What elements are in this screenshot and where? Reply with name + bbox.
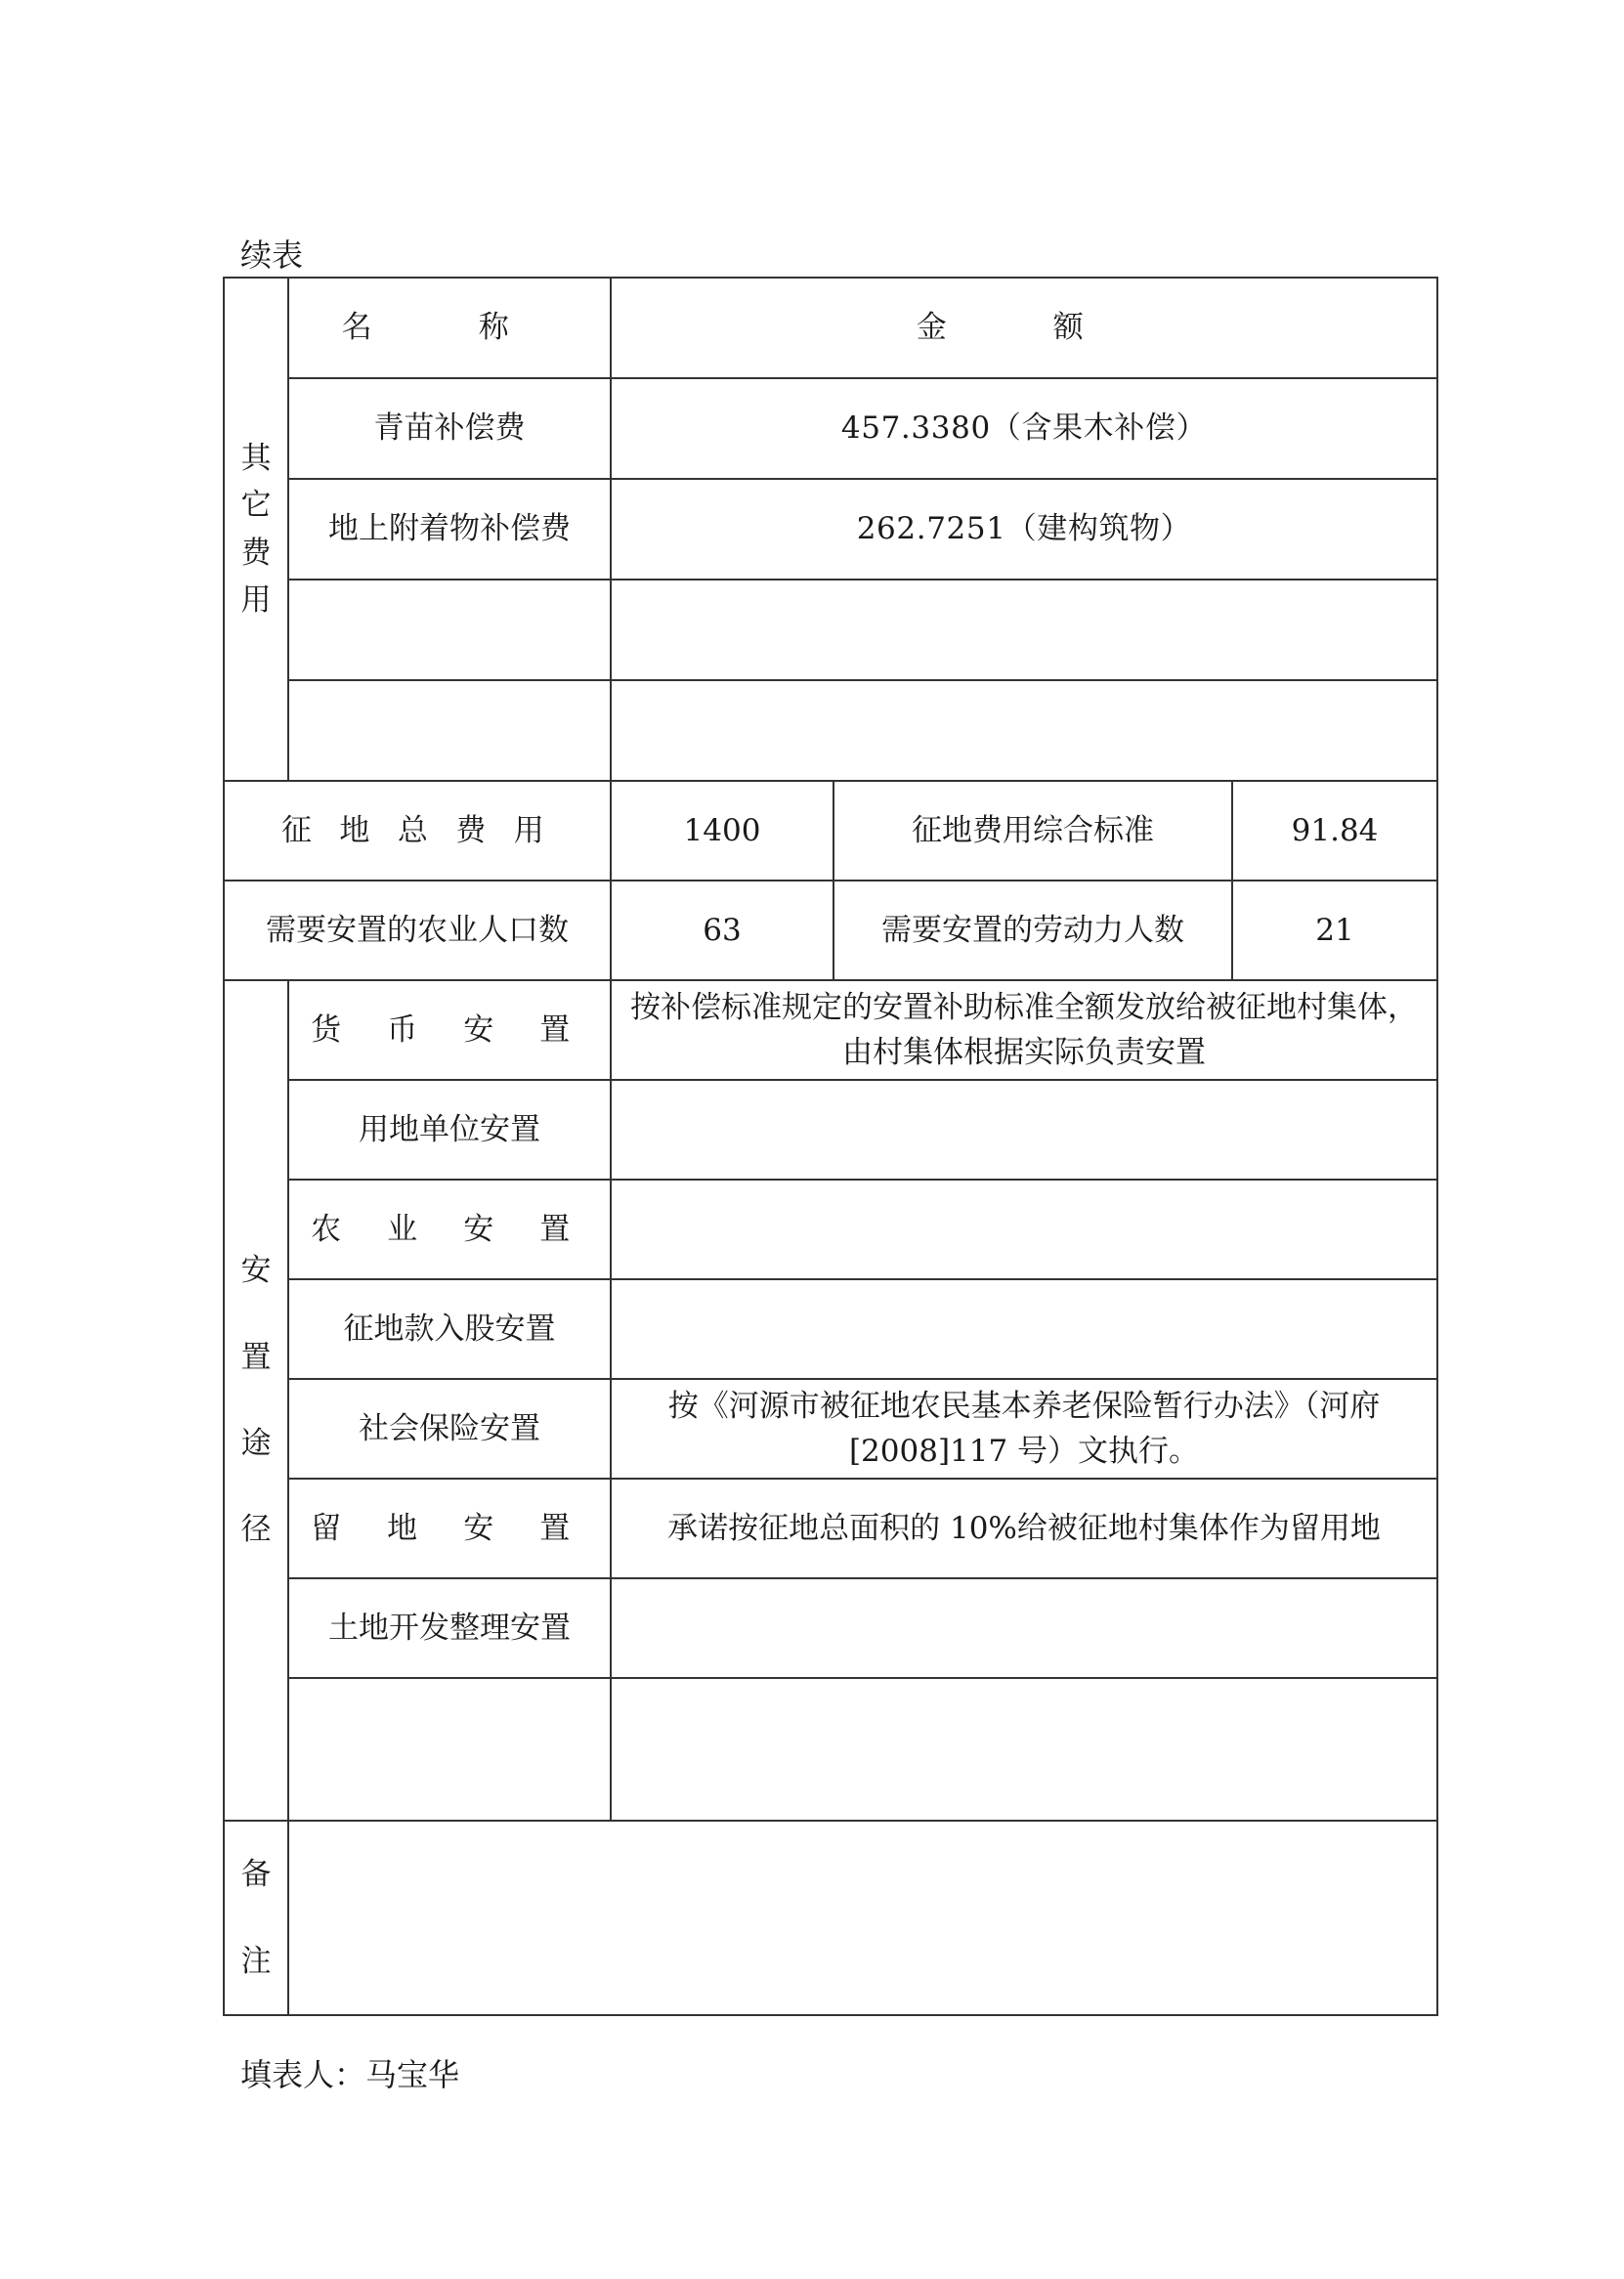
header-name: 名 称 [288,278,611,378]
remarks-label: 备注 [224,1821,288,2015]
header-amount: 金 额 [611,278,1437,378]
resettlement-name-cell: 土地开发整理安置 [288,1578,611,1678]
fee-name-cell: 地上附着物补偿费 [288,479,611,580]
resettlement-content-cell: 按补偿标准规定的安置补助标准全额发放给被征地村集体，由村集体根据实际负责安置 [611,980,1437,1080]
labor-label: 需要安置的劳动力人数 [833,881,1232,980]
resettlement-content-cell [611,1279,1437,1379]
resettlement-name-cell: 留 地 安 置 [288,1479,611,1578]
standard-label: 征地费用综合标准 [833,781,1232,881]
population-value: 63 [611,881,833,980]
fee-amount-cell [611,680,1437,781]
fee-name-cell: 青苗补偿费 [288,378,611,479]
resettlement-name-cell: 农 业 安 置 [288,1180,611,1279]
other-fees-group-label: 其它费用 [224,278,288,781]
fee-amount-cell: 457.3380（含果木补偿） [611,378,1437,479]
resettlement-content-cell: 按《河源市被征地农民基本养老保险暂行办法》（河府[2008]117 号）文执行。 [611,1379,1437,1479]
labor-value: 21 [1232,881,1437,980]
form-filler: 填表人：马宝华 [240,2056,460,2093]
table-caption: 续表 [240,236,304,274]
total-cost-value: 1400 [611,781,833,881]
resettlement-content-cell: 承诺按征地总面积的 10%给被征地村集体作为留用地 [611,1479,1437,1578]
resettlement-name-cell [288,1678,611,1821]
population-label: 需要安置的农业人口数 [224,881,611,980]
resettlement-group-label: 安置途径 [224,980,288,1821]
resettlement-content-cell [611,1678,1437,1821]
resettlement-content-cell [611,1578,1437,1678]
fee-amount-cell [611,580,1437,680]
remarks-content [288,1821,1437,2015]
fee-name-cell [288,580,611,680]
fee-amount-cell: 262.7251（建构筑物） [611,479,1437,580]
resettlement-name-cell: 社会保险安置 [288,1379,611,1479]
standard-value: 91.84 [1232,781,1437,881]
resettlement-content-cell [611,1180,1437,1279]
resettlement-content-cell [611,1080,1437,1180]
fee-name-cell [288,680,611,781]
resettlement-name-cell: 货 币 安 置 [288,980,611,1080]
land-acquisition-table [223,277,1438,2016]
total-cost-label: 征 地 总 费 用 [224,781,611,881]
resettlement-name-cell: 征地款入股安置 [288,1279,611,1379]
resettlement-name-cell: 用地单位安置 [288,1080,611,1180]
